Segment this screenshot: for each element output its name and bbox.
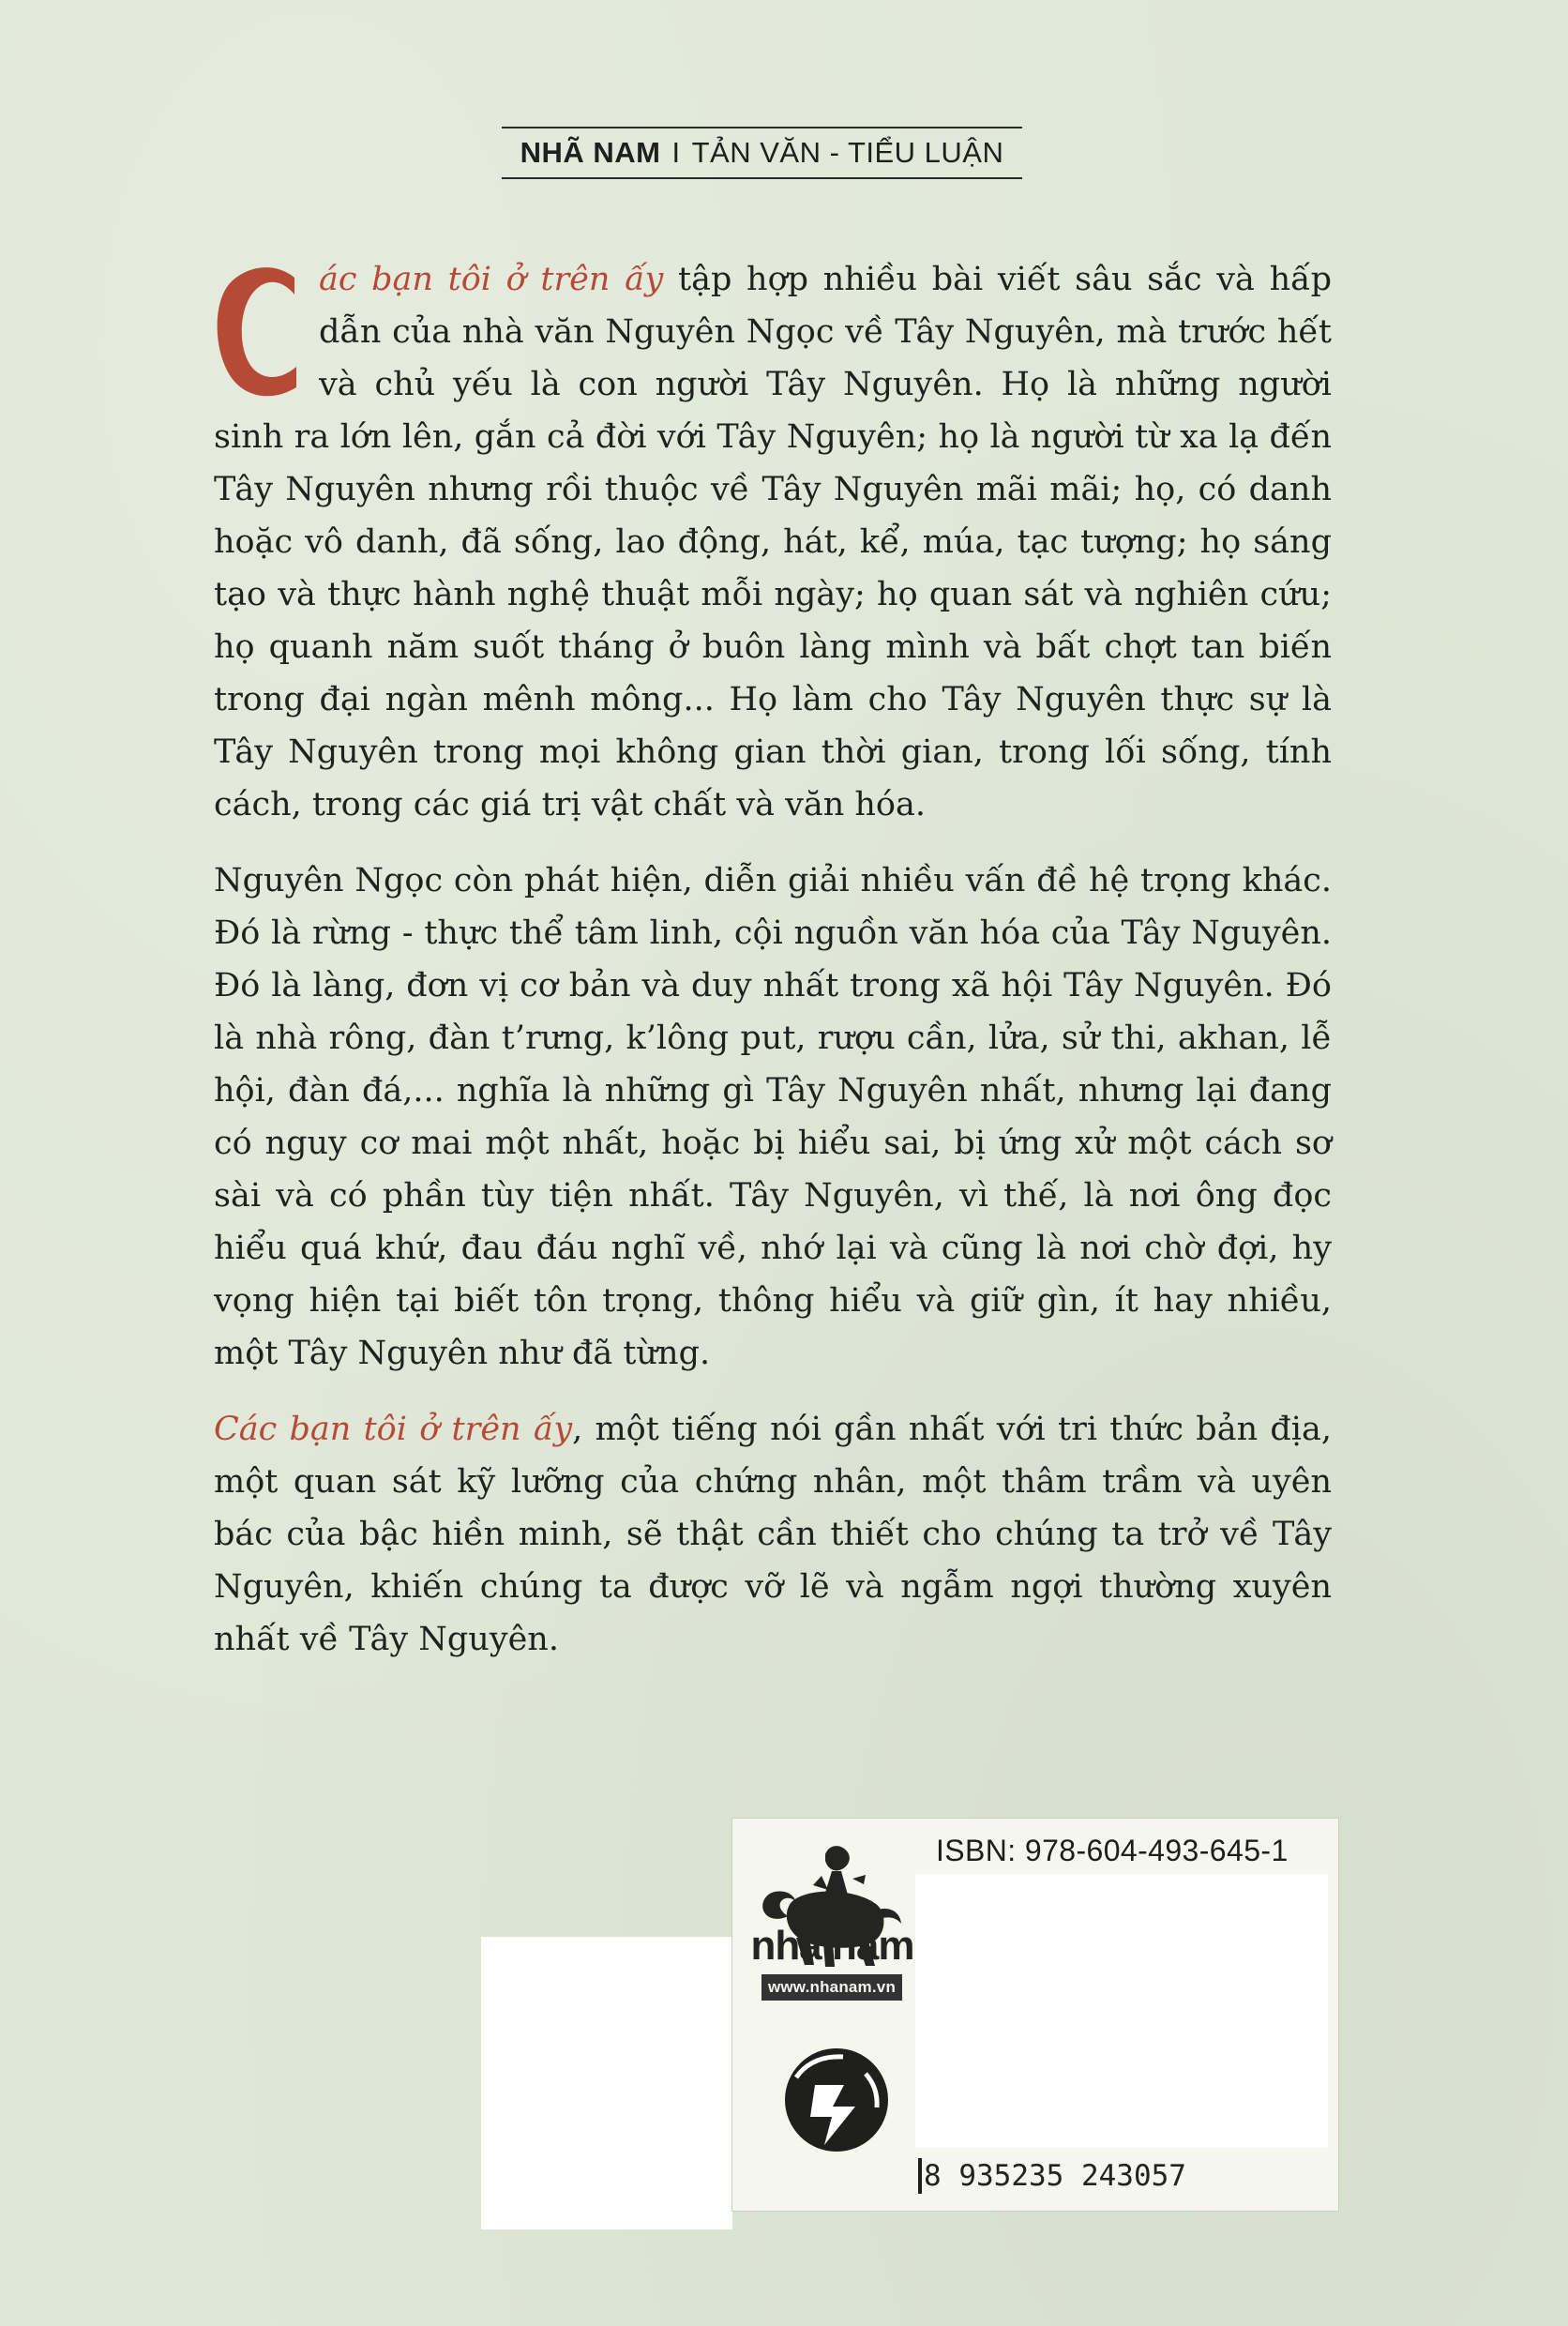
- blank-price-label: [481, 1937, 732, 2229]
- paragraph-3-text: , một tiếng nói gần nhất với tri thức bản địa, một quan sát kỹ lưỡng của chứng nhân, một thâm trầm và uyên bác của bậc hiền minh, sẽ thật cần thiết cho chúng ta trở về Tây Nguyên, khiến chúng ta được vỡ lẽ và ngẫm ngợi thường xuyên nhất về Tây Nguyên.: [214, 1411, 1332, 1658]
- nhanam-url: www.nhanam.vn: [761, 1974, 902, 2001]
- isbn-text: ISBN: 978-604-493-645-1: [936, 1834, 1289, 1867]
- publisher-genre-header: [502, 127, 1022, 179]
- dropcap-letter: [206, 257, 311, 407]
- nhanam-wordmark: nhã nam: [750, 1923, 914, 1969]
- book-description: [214, 253, 1332, 1689]
- header-separator: I: [671, 136, 681, 169]
- book-title-repeat: Các bạn tôi ở trên ấy: [214, 1411, 573, 1448]
- publisher-name: NHÃ NAM: [520, 136, 661, 169]
- book-title-italic: ác bạn tôi ở trên ấy: [319, 261, 664, 298]
- description-paragraph-1: [214, 253, 1332, 831]
- description-paragraph-2: Nguyên Ngọc còn phát hiện, diễn giải nhiều vấn đề hệ trọng khác. Đó là rừng - thực thể tâm linh, cội nguồn văn hóa của Tây Nguyên. Đó là làng, đơn vị cơ bản và duy nhất trong xã hội Tây Nguyên. Đó là nhà rông, đàn t’rưng, k’lông put, rượu cần, lửa, sử thi, akhan, lễ hội, đàn đá,... nghĩa là những gì Tây Nguyên nhất, nhưng lại đang có nguy cơ mai một nhất, hoặc bị hiểu sai, bị ứng xử một cách sơ sài và có phần tùy tiện nhất. Tây Nguyên, vì thế, là nơi ông đọc hiểu quá khứ, đau đáu nghĩ về, nhớ lại và cũng là nơi chờ đợi, hy vọng hiện tại biết tôn trọng, thông hiểu và giữ gìn, ít hay nhiều, một Tây Nguyên như đã từng.: [214, 862, 1332, 1372]
- barcode-digits: 8 935235 243057: [924, 2158, 1186, 2193]
- paragraph-1-text: tập hợp nhiều bài viết sâu sắc và hấp dẫn của nhà văn Nguyên Ngọc về Tây Nguyên, mà trước hết và chủ yếu là con người Tây Nguyên. Họ là những người sinh ra lớn lên, gắn cả đời với Tây Nguyên; họ là người từ xa lạ đến Tây Nguyên nhưng rồi thuộc về Tây Nguyên mãi mãi; họ, có danh hoặc vô danh, đã sống, lao động, hát, kể, múa, tạc tượng; họ sáng tạo và thực hành nghệ thuật mỗi ngày; họ quan sát và nghiên cứu; họ quanh năm suốt tháng ở buôn làng mình và bất chợt tan biến trong đại ngàn mênh mông... Họ làm cho Tây Nguyên thực sự là Tây Nguyên trong mọi không gian thời gian, trong lối sống, tính cách, trong các giá trị vật chất và văn hóa.: [214, 261, 1332, 823]
- description-paragraph-3: [214, 1403, 1332, 1666]
- lightning-book-icon: [754, 2012, 913, 2185]
- barcode-obscured-area: [915, 1874, 1328, 2148]
- barcode-guard-left: [918, 2158, 922, 2194]
- genre-label: TẢN VĂN - TIỂU LUẬN: [691, 136, 1004, 169]
- barcode-number: [918, 2154, 1321, 2197]
